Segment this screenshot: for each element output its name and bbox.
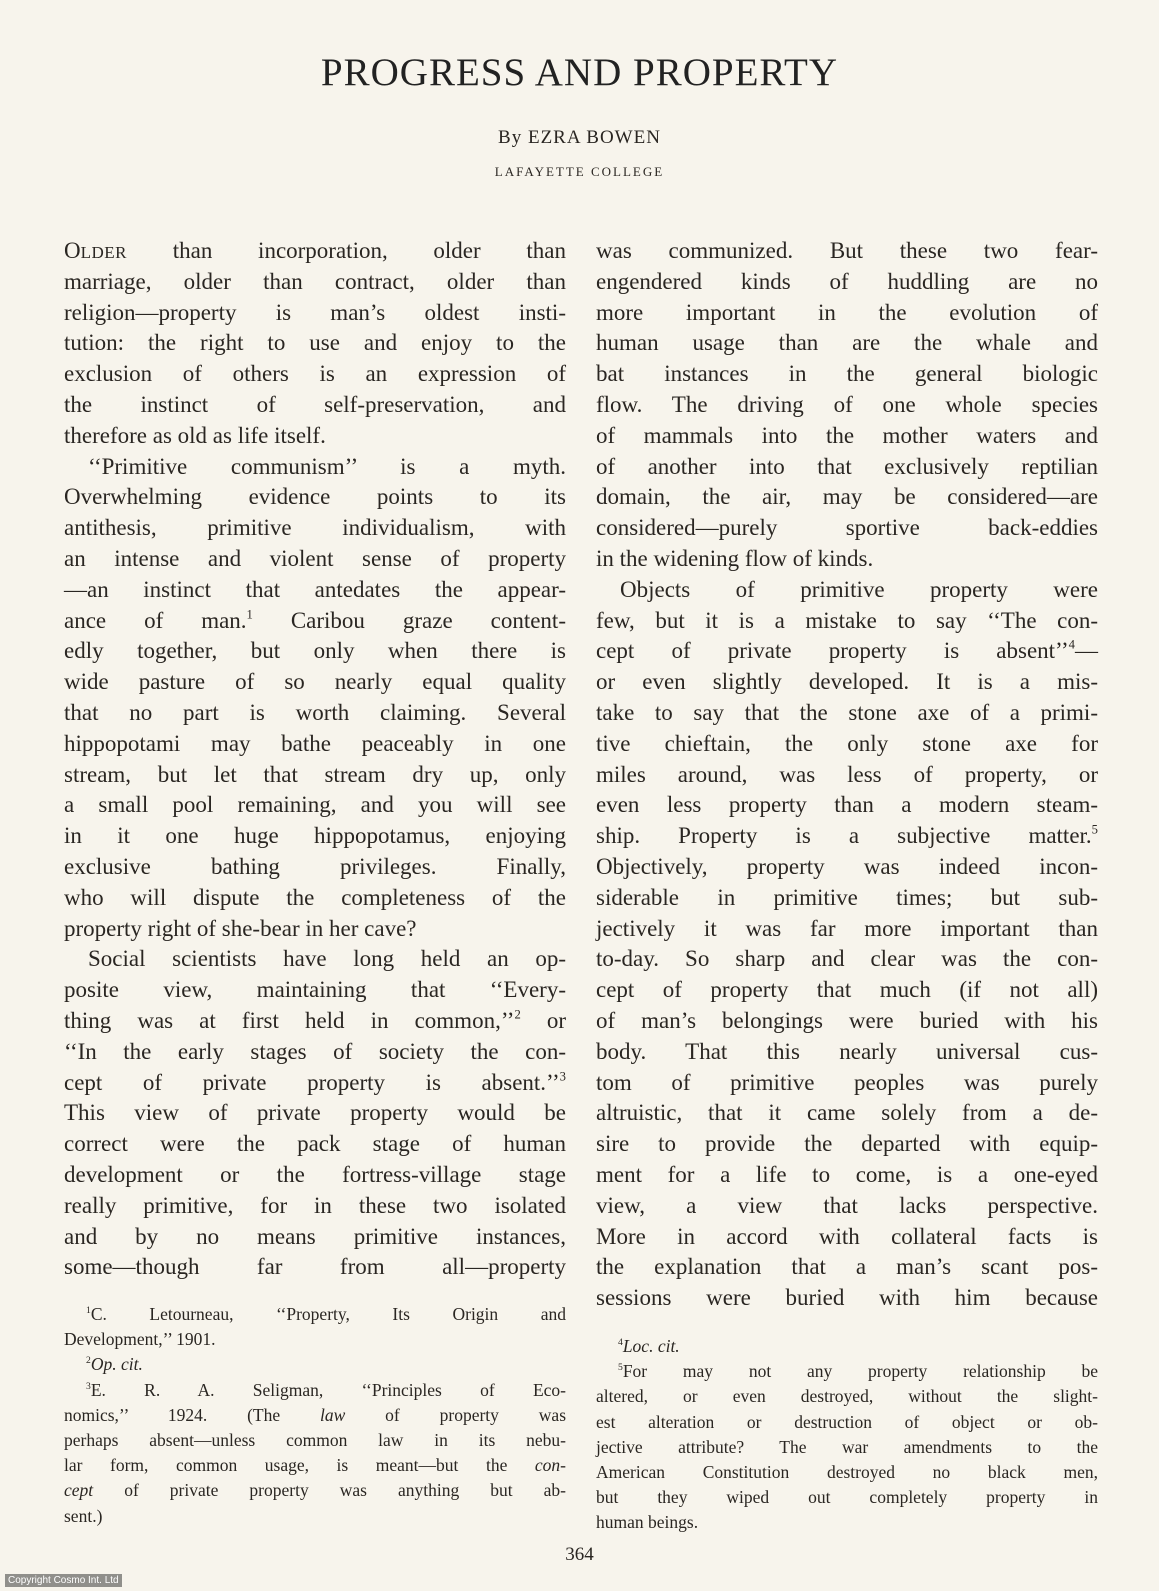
text-line xyxy=(64,359,566,390)
line-text: even less property than a modern steam- xyxy=(596,792,1098,818)
line-text: the explanation that a man’s scant pos- xyxy=(596,1254,1098,1280)
text-line xyxy=(64,267,566,298)
text-line xyxy=(596,452,1098,483)
text-line xyxy=(596,421,1098,452)
text-line xyxy=(64,729,566,760)
line-text: Objectively, property was indeed incon- xyxy=(596,853,1098,879)
line-text: est alteration or destruction of object or ob- xyxy=(596,1411,1098,1432)
author-affiliation: LAFAYETTE COLLEGE xyxy=(494,164,665,179)
italic-text: con- xyxy=(534,1455,566,1476)
line-text: ance of man. xyxy=(64,607,247,633)
text-line xyxy=(64,1191,566,1222)
text-line xyxy=(596,1222,1098,1253)
line-text: therefore as old as life itself. xyxy=(64,422,326,448)
line-text: view, a view that lacks perspective. xyxy=(596,1192,1098,1218)
line-text: correct were the pack stage of human xyxy=(64,1131,566,1157)
line-text: than incorporation, older than xyxy=(172,238,566,263)
footnote-number: 2 xyxy=(86,1355,91,1367)
footnote-line xyxy=(596,1435,1098,1460)
line-text: Development,’’ 1901. xyxy=(64,1329,216,1350)
line-text: property right of she-bear in her cave? xyxy=(64,915,417,941)
line-text: exclusive bathing privileges. Finally, xyxy=(64,853,566,879)
footnote-ref: 2 xyxy=(514,1007,521,1022)
footnote-number: 4 xyxy=(618,1336,623,1348)
line-text: a small pool remaining, and you will see xyxy=(64,792,566,818)
footnote-line xyxy=(596,1510,1098,1535)
line-text: bat instances in the general biologic xyxy=(596,361,1098,387)
line-text: ‘‘In the early stages of society the con- xyxy=(64,1038,566,1064)
text-line xyxy=(596,1068,1098,1099)
footnote-line xyxy=(64,1327,566,1352)
line-text-after: of private property was anything but ab- xyxy=(93,1480,566,1501)
text-line xyxy=(596,1129,1098,1160)
text-line xyxy=(64,1037,566,1068)
text-line xyxy=(596,821,1098,852)
text-line xyxy=(64,975,566,1006)
line-text: miles around, was less of property, or xyxy=(596,761,1098,787)
text-line xyxy=(64,914,566,945)
footnote-number: 3 xyxy=(86,1380,91,1392)
line-text: the instinct of self-preservation, and xyxy=(64,391,566,417)
line-text: that no part is worth claiming. Several xyxy=(64,699,566,725)
text-line xyxy=(64,667,566,698)
line-text: cept of private property is absent.’’ xyxy=(64,1069,560,1095)
line-text: some—though far from all—property xyxy=(64,1254,566,1280)
text-line xyxy=(596,1037,1098,1068)
text-line xyxy=(64,852,566,883)
footnote-line xyxy=(596,1384,1098,1409)
line-text: and by no means primitive instances, xyxy=(64,1223,566,1249)
text-line xyxy=(64,1129,566,1160)
footnote-ref: 5 xyxy=(1091,822,1098,837)
line-text: altered, or even destroyed, without the slight- xyxy=(596,1386,1098,1407)
line-text: tution: the right to use and enjoy to the xyxy=(64,330,566,356)
line-text: tive chieftain, the only stone axe for xyxy=(596,730,1098,756)
text-line xyxy=(64,236,566,267)
line-text: of another into that exclusively reptilian xyxy=(596,453,1098,479)
text-line xyxy=(596,390,1098,421)
footnote-line xyxy=(64,1504,566,1529)
text-line xyxy=(64,944,566,975)
line-text: of man’s belongings were buried with his xyxy=(596,1007,1098,1033)
line-text: domain, the air, may be considered—are xyxy=(596,484,1098,510)
text-line xyxy=(64,790,566,821)
footnote-line xyxy=(64,1428,566,1453)
line-text: sent.) xyxy=(64,1505,103,1526)
line-text: sire to provide the departed with equip- xyxy=(596,1131,1098,1157)
line-text: American Constitution destroyed no black men, xyxy=(596,1461,1098,1482)
line-text: flow. The driving of one whole species xyxy=(596,391,1098,417)
line-text: in the widening flow of kinds. xyxy=(596,545,874,571)
text-line xyxy=(596,1098,1098,1129)
text-line xyxy=(64,452,566,483)
text-line xyxy=(596,1252,1098,1283)
text-line xyxy=(64,821,566,852)
line-text: few, but it is a mistake to say ‘‘The con- xyxy=(596,607,1098,633)
line-text: human beings. xyxy=(596,1512,699,1533)
italic-text: Op. cit. xyxy=(90,1354,143,1375)
line-text: cept of private property is absent’’ xyxy=(596,638,1069,664)
text-line xyxy=(596,606,1098,637)
line-text: an intense and violent sense of property xyxy=(64,545,566,571)
line-text: body. That this nearly universal cus- xyxy=(596,1038,1098,1064)
line-text: sessions were buried with him because xyxy=(596,1285,1098,1311)
line-text: exclusion of others is an expression of xyxy=(64,361,566,387)
footnote-number: 5 xyxy=(618,1361,623,1373)
line-text: —an instinct that antedates the appear- xyxy=(64,576,566,602)
line-text: cept of property that much (if not all) xyxy=(596,977,1098,1003)
line-text: Overwhelming evidence points to its xyxy=(64,484,566,510)
line-text: More in accord with collateral facts is xyxy=(596,1223,1098,1249)
text-line xyxy=(64,1068,566,1099)
line-text: wide pasture of so nearly equal quality xyxy=(64,669,566,695)
line-text: marriage, older than contract, older than xyxy=(64,268,566,294)
footnote-line xyxy=(64,1352,566,1377)
italic-text: law xyxy=(320,1404,346,1425)
text-line xyxy=(64,513,566,544)
drop-word xyxy=(64,238,127,263)
line-text: C. Letourneau, ‘‘Property, Its Origin and xyxy=(90,1304,566,1324)
text-line xyxy=(64,1222,566,1253)
line-text: considered—purely sportive back-eddies xyxy=(596,515,1098,541)
article-title: PROGRESS AND PROPERTY xyxy=(320,51,839,94)
text-line xyxy=(64,298,566,329)
line-text: who will dispute the completeness of the xyxy=(64,884,566,910)
line-text-after: Caribou graze content- xyxy=(252,607,566,633)
line-text: but they wiped out completely property in xyxy=(596,1487,1098,1508)
text-line xyxy=(64,575,566,606)
text-line xyxy=(64,1160,566,1191)
line-text: ‘‘Primitive communism’’ is a myth. xyxy=(88,453,566,479)
footnote-line xyxy=(596,1485,1098,1510)
text-line xyxy=(596,698,1098,729)
line-text: ment for a life to come, is a one-eyed xyxy=(596,1161,1098,1187)
line-text: siderable in primitive times; but sub- xyxy=(596,884,1098,910)
text-line xyxy=(596,914,1098,945)
line-text: human usage than are the whale and xyxy=(596,330,1098,356)
body-column-right xyxy=(596,236,1098,1314)
line-text: nomics,’’ 1924. (The xyxy=(64,1404,321,1425)
line-text: Objects of primitive property were xyxy=(620,576,1098,602)
line-text: ship. Property is a subjective matter. xyxy=(596,823,1092,849)
text-line xyxy=(596,513,1098,544)
text-line xyxy=(596,667,1098,698)
text-line xyxy=(64,482,566,513)
text-line xyxy=(596,328,1098,359)
text-line xyxy=(596,975,1098,1006)
text-line xyxy=(596,1006,1098,1037)
text-line xyxy=(596,1160,1098,1191)
text-line xyxy=(596,575,1098,606)
line-text: thing was at first held in common,’’ xyxy=(64,1007,515,1033)
line-text-after: or xyxy=(520,1007,566,1033)
line-text: stream, but let that stream dry up, only xyxy=(64,761,566,787)
line-text: altruistic, that it came solely from a de- xyxy=(596,1100,1098,1126)
line-text: E. R. A. Seligman, ‘‘Principles of Eco- xyxy=(90,1379,566,1400)
line-text: take to say that the stone axe of a primi- xyxy=(596,699,1098,725)
text-line xyxy=(596,760,1098,791)
line-text: really primitive, for in these two isolated xyxy=(64,1192,566,1218)
text-line xyxy=(64,698,566,729)
drop-word-initial: O xyxy=(64,238,81,263)
text-line xyxy=(596,1283,1098,1314)
footnote-ref: 3 xyxy=(559,1069,566,1084)
line-text: antithesis, primitive individualism, with xyxy=(64,515,566,541)
line-text: of mammals into the mother waters and xyxy=(596,422,1098,448)
line-text: lar form, common usage, is meant—but the xyxy=(64,1455,535,1476)
footnote-ref: 4 xyxy=(1068,637,1075,652)
line-text: jective attribute? The war amendments to the xyxy=(596,1436,1098,1457)
italic-text: Loc. cit. xyxy=(622,1336,680,1356)
text-line xyxy=(596,359,1098,390)
footnote-line xyxy=(596,1460,1098,1485)
text-line xyxy=(64,636,566,667)
text-line xyxy=(596,482,1098,513)
text-line xyxy=(596,236,1098,267)
text-line xyxy=(596,729,1098,760)
footnotes-right xyxy=(596,1334,1098,1536)
page-number: 364 xyxy=(565,1544,594,1565)
footnote-line xyxy=(596,1359,1098,1384)
footnote-line xyxy=(596,1334,1098,1359)
line-text: jectively it was far more important than xyxy=(596,915,1098,941)
copyright-watermark: Copyright Cosmo Int. Ltd xyxy=(5,1574,122,1587)
text-line xyxy=(596,790,1098,821)
line-text: was communized. But these two fear- xyxy=(596,238,1098,263)
line-text: perhaps absent—unless common law in its nebu- xyxy=(64,1429,566,1450)
body-column-left xyxy=(64,236,566,1283)
author-byline: By EZRA BOWEN xyxy=(498,127,661,148)
italic-text: cept xyxy=(64,1480,94,1501)
text-line xyxy=(596,267,1098,298)
line-text: more important in the evolution of xyxy=(596,299,1098,325)
footnote-line xyxy=(64,1302,566,1327)
line-text: engendered kinds of huddling are no xyxy=(596,268,1098,294)
text-line xyxy=(596,944,1098,975)
footnote-line xyxy=(596,1410,1098,1435)
text-line xyxy=(64,1006,566,1037)
text-line xyxy=(64,760,566,791)
text-line xyxy=(64,606,566,637)
text-line xyxy=(64,390,566,421)
text-line xyxy=(596,883,1098,914)
drop-word-rest: LDER xyxy=(80,243,128,262)
line-text: religion—property is man’s oldest insti- xyxy=(64,299,566,325)
text-line xyxy=(64,883,566,914)
text-line xyxy=(64,328,566,359)
footnote-line xyxy=(64,1403,566,1428)
line-text: posite view, maintaining that ‘‘Every- xyxy=(64,977,566,1003)
footnote-line xyxy=(64,1453,566,1478)
line-text: Social scientists have long held an op- xyxy=(88,946,566,972)
text-line xyxy=(596,852,1098,883)
line-text: For may not any property relationship be xyxy=(622,1361,1098,1382)
footnote-line xyxy=(64,1378,566,1403)
line-text: edly together, but only when there is xyxy=(64,638,566,664)
line-text: in it one huge hippopotamus, enjoying xyxy=(64,823,566,849)
footnote-number: 1 xyxy=(86,1304,91,1316)
line-text: development or the fortress-village stage xyxy=(64,1161,566,1187)
line-text: hippopotami may bathe peaceably in one xyxy=(64,730,566,756)
line-text: to-day. So sharp and clear was the con- xyxy=(596,946,1098,972)
text-line xyxy=(596,544,1098,575)
text-line xyxy=(596,298,1098,329)
text-line xyxy=(596,1191,1098,1222)
footnote-ref: 1 xyxy=(246,607,253,622)
text-line xyxy=(64,421,566,452)
footnotes-left xyxy=(64,1302,566,1529)
line-text: or even slightly developed. It is a mis- xyxy=(596,669,1098,695)
line-text: This view of private property would be xyxy=(64,1100,566,1126)
line-text-after: of property was xyxy=(345,1404,566,1425)
text-line xyxy=(64,1252,566,1283)
text-line xyxy=(64,544,566,575)
line-text: tom of primitive peoples was purely xyxy=(596,1069,1098,1095)
text-line xyxy=(64,1098,566,1129)
line-text-after: — xyxy=(1075,638,1098,664)
text-line xyxy=(596,636,1098,667)
footnote-line xyxy=(64,1478,566,1503)
